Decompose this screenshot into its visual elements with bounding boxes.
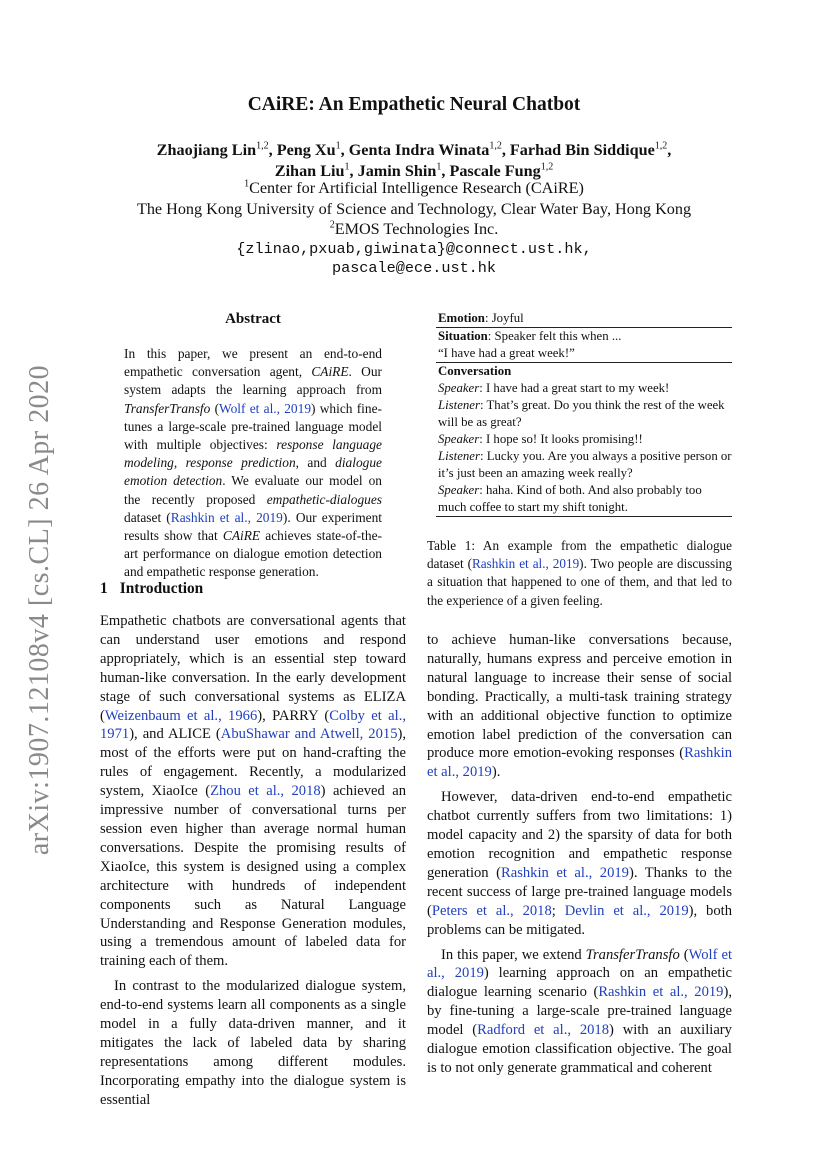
emotion-row: Emotion: Joyful: [438, 311, 524, 325]
situation-row: Situation: Speaker felt this when ...: [438, 329, 622, 343]
intro-paragraph-2: In contrast to the modularized dialogue system, end-to-end systems learn all components as a single model in a fully data-driven manner, and it mitigates the lack of labeled data by sharing representations among different modules. Incorporating empathy into the dialogue system is essential: [100, 978, 406, 1108]
authors-line-1: Zhaojiang Lin$^{1,2}$, Peng Xu$^1$, Genta Indra Winata$^{1,2}$, Farhad Bin Siddique$^{1,2}$,: [156, 140, 672, 159]
intro-paragraph-3: to achieve human-like conversations because, naturally, humans express and perceive emotion in natural language to increase their sense of social bonding. Practically, a multi-task training strategy with an additional objective function to optimize emotion label prediction of the conversation can produce more emotion-evoking responses (Rashkin et al., 2019).: [427, 632, 732, 781]
example-table: [436, 310, 732, 517]
dialogue-turn: Speaker: I hope so! It looks promising!!: [438, 432, 643, 446]
email-line-1[interactable]: {zlinao,pxuab,giwinata}@connect.ust.hk,: [236, 240, 592, 258]
abstract-heading: Abstract: [225, 311, 281, 327]
authors-line-2: Zihan Liu$^1$, Jamin Shin$^1$, Pascale Fung$^{1,2}$: [274, 161, 554, 180]
arxiv-id: arXiv:1907.12108v4 [cs.CL] 26 Apr 2020: [24, 364, 56, 856]
intro-paragraph-1: Empathetic chatbots are conversational agents that can understand user emotions and respond appropriately, which is an essential step toward human-like conversation. In the early development stage of such conversational systems as ELIZA (Weizenbaum et al., 1966), PARRY (Colby et al., 1971), and ALICE (AbuShawar and Atwell, 2015), most of the efforts were put on hand-crafting the rules of engagement. Recently, a modularized system, XiaoIce (Zhou et al., 2018) achieved an impressive number of conversational turns per session even higher than average normal human conversations. Despite the promising results of XiaoIce, this system is designed using a complex architecture with hundreds of independent components such as Natural Language Understanding and Response Generation modules, using a tremendous amount of labeled data for training each of them.: [100, 613, 407, 970]
dialogue-turn: Speaker: haha. Kind of both. And also probably too much coffee to start my shift tonight.: [438, 483, 702, 514]
intro-paragraph-4: However, data-driven end-to-end empathetic chatbot currently suffers from two limitations: 1) model capacity and 2) the sparsity of data for both emotion recognition and empathetic response generation (Rashkin et al., 2019). Thanks to the recent success of large pre-trained language models (Peters et al., 2018; Devlin et al., 2019), both problems can be mitigated.: [427, 789, 732, 938]
paper-title: CAiRE: An Empathetic Neural Chatbot: [247, 94, 581, 115]
dialogue-turn: Speaker: I have had a great start to my week!: [438, 381, 670, 395]
situation-quote: “I have had a great week!”: [438, 346, 575, 360]
section-heading: 1 Introduction: [100, 580, 204, 597]
affiliation-2: The Hong Kong University of Science and Technology, Clear Water Bay, Hong Kong: [136, 200, 692, 218]
intro-paragraph-5: In this paper, we extend TransferTransfo (Wolf et al., 2019) learning approach on an empathetic dialogue learning scenario (Rashkin et al., 2019), by fine-tuning a large-scale pre-trained language model (Radford et al., 2018) with an auxiliary dialogue emotion classification objective. The goal is to not only generate grammatical and coherent: [427, 946, 732, 1076]
arxiv-stamp: [10, 340, 70, 880]
affiliation-1: $^1$Center for Artificial Intelligence Research (CAiRE): [244, 178, 584, 197]
conversation-label: Conversation: [438, 364, 512, 378]
dialogue-turn: Listener: Lucky you. Are you always a positive person or it’s just been an amazing week really?: [438, 449, 732, 480]
table-caption: Table 1: An example from the empathetic dialogue dataset (Rashkin et al., 2019). Two people are discussing a situation that happened to one of them, and that led to the experience of a given feeling.: [427, 538, 732, 608]
dialogue-turn: Listener: That’s great. Do you think the rest of the week will be as great?: [438, 398, 725, 429]
table-rule-bottom: [436, 516, 732, 517]
intro-right-column: [427, 631, 732, 1078]
email-line-2[interactable]: pascale@ece.ust.hk: [331, 259, 497, 277]
affiliation-3: $^2$EMOS Technologies Inc.: [329, 219, 499, 238]
intro-left-column: [100, 612, 406, 1110]
abstract-body: In this paper, we present an end-to-end empathetic conversation agent, CAiRE. Our system adapts the learning approach from TransferTransfo (Wolf et al., 2019) which fine-tunes a large-scale pre-trained language model with multiple objectives: response language modeling, response prediction, and dialogue emotion detection. We evaluate our model on the recently proposed empathetic-dialogues dataset (Rashkin et al., 2019). Our experiment results show that CAiRE achieves state-of-the-art performance on dialogue emotion detection and empathetic response generation.: [124, 346, 383, 580]
